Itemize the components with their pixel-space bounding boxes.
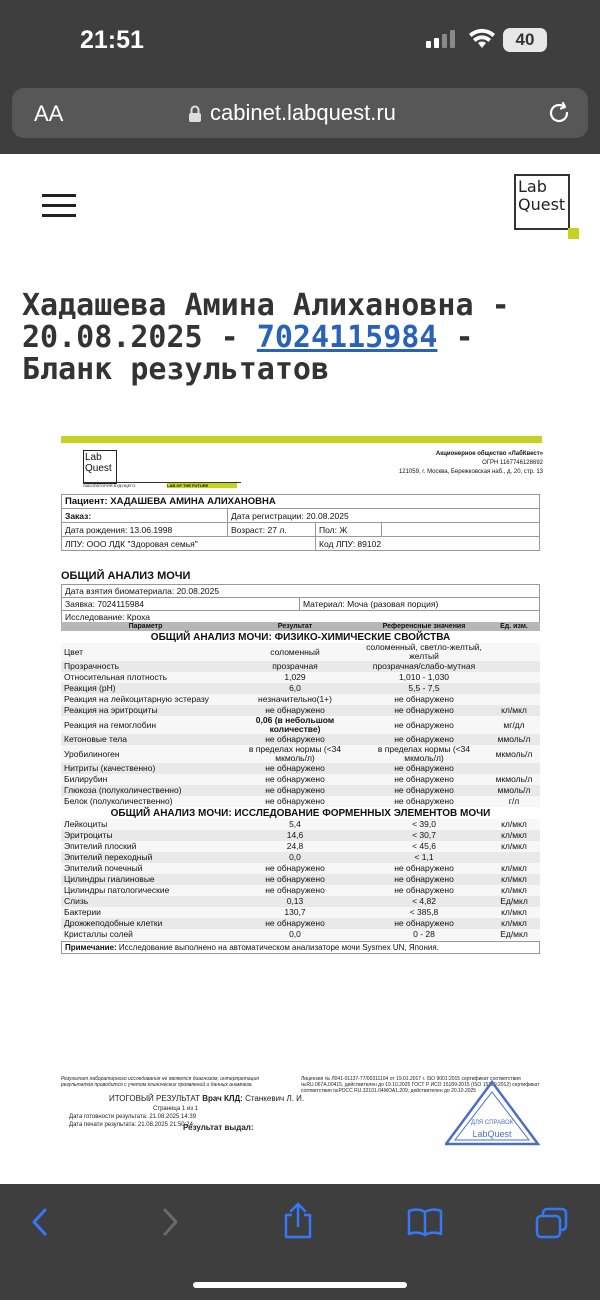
unit: Ед/мкл <box>488 896 540 907</box>
result-value: незначительно(1+) <box>230 694 360 705</box>
param-name: Цилиндры патологические <box>61 885 230 896</box>
reference-value: не обнаружено <box>360 874 488 885</box>
col-param: Параметр <box>61 622 230 631</box>
unit: кл/мкл <box>488 819 540 830</box>
param-name: Кристаллы солей <box>61 929 230 940</box>
param-name: Реакция (pH) <box>61 683 230 694</box>
result-value: 1,029 <box>230 672 360 683</box>
wifi-icon <box>468 28 496 50</box>
patient-name: Пациент: ХАДАШЕВА АМИНА АЛИХАНОВНА <box>62 495 540 509</box>
table-row <box>61 745 540 763</box>
unit: кл/мкл <box>488 830 540 841</box>
unit: мг/дл <box>488 716 540 734</box>
url-field[interactable] <box>12 88 588 138</box>
table-row <box>61 661 540 672</box>
table-row <box>61 774 540 785</box>
birth-date: Дата рождения: 13.06.1998 <box>62 523 228 537</box>
unit <box>488 643 540 661</box>
unit: кл/мкл <box>488 705 540 716</box>
final-result-label: ИТОГОВЫЙ РЕЗУЛЬТАТ <box>109 1094 200 1103</box>
param-name: Дрожжеподобные клетки <box>61 918 230 929</box>
doctor-name: Станкевич Л. И. <box>245 1094 305 1103</box>
result-value: прозрачная <box>230 661 360 672</box>
empty-cell <box>382 523 540 537</box>
table-row <box>61 841 540 852</box>
table-row <box>61 885 540 896</box>
forward-icon[interactable] <box>158 1206 182 1238</box>
note-label: Примечание: <box>65 943 117 952</box>
sample-date: Дата взятия биоматериала: 20.08.2025 <box>62 585 540 598</box>
note-text: Исследование выполнено на автоматическом анализаторе мочи Sysmex UN, Япония. <box>118 943 439 952</box>
back-icon[interactable] <box>28 1206 52 1238</box>
status-bar <box>0 0 600 82</box>
table-row <box>61 918 540 929</box>
param-name: Глюкоза (полуколичественно) <box>61 785 230 796</box>
unit <box>488 672 540 683</box>
table-row <box>61 907 540 918</box>
reference-value: не обнаружено <box>360 796 488 807</box>
unit: кл/мкл <box>488 874 540 885</box>
title-date: 20.08.2025 - <box>22 320 239 355</box>
stamp-icon <box>445 1080 540 1146</box>
web-page <box>0 154 600 1184</box>
report-dates <box>69 1113 196 1129</box>
result-value: не обнаружено <box>230 763 360 774</box>
reference-value: < 30,7 <box>360 830 488 841</box>
reference-value: не обнаружено <box>360 763 488 774</box>
unit: кл/мкл <box>488 863 540 874</box>
param-name: Лейкоциты <box>61 819 230 830</box>
reference-value: не обнаружено <box>360 716 488 734</box>
result-value: не обнаружено <box>230 918 360 929</box>
title-dash: - <box>455 320 474 355</box>
results-header <box>61 622 540 631</box>
reader-font-button[interactable]: AA <box>34 101 64 126</box>
license-info: Лицензия № Л041-01137-77/00311104 от 19.01.2017 г. ISO 9001:2015 сертификат соответствия №RU.067А.00415, действителен до 19.10.2025 ГОСТ Р ИСО 15189-2015 (ISO 15189:2012) сертификат соответствия №РОСС RU.32101.04ЖОА1.209, действителен до 20.10.2025 <box>301 1076 540 1094</box>
table-row <box>61 643 540 661</box>
unit: кл/мкл <box>488 907 540 918</box>
param-name: Кетоновые тела <box>61 734 230 745</box>
result-value: не обнаружено <box>230 785 360 796</box>
param-name: Билирубин <box>61 774 230 785</box>
unit <box>488 763 540 774</box>
reference-value: < 4,82 <box>360 896 488 907</box>
page-count: Страница 1 из 1 <box>153 1106 198 1112</box>
table-row <box>61 819 540 830</box>
result-value: не обнаружено <box>230 885 360 896</box>
result-value: 0,06 (в небольшом количестве) <box>230 716 360 734</box>
result-value: 0,0 <box>230 929 360 940</box>
param-name: Цвет <box>61 643 230 661</box>
logo-text-lab: Lab <box>518 177 547 196</box>
study-type: Исследование: Кроха <box>62 611 540 624</box>
param-name: Эпителий почечный <box>61 863 230 874</box>
param-name: Прозрачность <box>61 661 230 672</box>
reference-value: не обнаружено <box>360 774 488 785</box>
table-row <box>61 896 540 907</box>
section-title: ОБЩИЙ АНАЛИЗ МОЧИ: ФИЗИКО-ХИМИЧЕСКИЕ СВОЙСТВА <box>61 631 540 643</box>
col-result: Результат <box>230 622 360 631</box>
param-name: Реакция на гемоглобин <box>61 716 230 734</box>
reference-value: < 39,0 <box>360 819 488 830</box>
unit: Ед/мкл <box>488 929 540 940</box>
table-row <box>61 852 540 863</box>
unit <box>488 661 540 672</box>
reference-value: 1,010 - 1,030 <box>360 672 488 683</box>
tabs-icon[interactable] <box>534 1206 570 1240</box>
bottom-toolbar <box>0 1184 600 1300</box>
unit: кл/мкл <box>488 841 540 852</box>
reference-value: < 1,1 <box>360 852 488 863</box>
param-name: Эпителий плоский <box>61 841 230 852</box>
result-value: 130,7 <box>230 907 360 918</box>
lpu: ЛПУ: ООО ЛДК "Здоровая семья" <box>62 537 316 551</box>
report-logo <box>83 450 117 484</box>
report-footer <box>61 1076 542 1146</box>
table-row <box>61 785 540 796</box>
report-green-bar <box>61 436 542 443</box>
result-value: не обнаружено <box>230 734 360 745</box>
reference-value: не обнаружено <box>360 885 488 896</box>
unit: кл/мкл <box>488 918 540 929</box>
company-name: Акционерное общество «ЛабКвест» <box>435 451 543 457</box>
unit <box>488 852 540 863</box>
reference-value: не обнаружено <box>360 785 488 796</box>
lock-icon <box>188 105 202 123</box>
section-title: ОБЩИЙ АНАЛИЗ МОЧИ: ИССЛЕДОВАНИЕ ФОРМЕННЫХ ЭЛЕМЕНТОВ МОЧИ <box>61 807 540 819</box>
title-suffix: Бланк результатов <box>22 352 330 387</box>
result-value: 6,0 <box>230 683 360 694</box>
param-name: Относительная плотность <box>61 672 230 683</box>
logo-box <box>514 174 570 230</box>
param-name: Эпителий переходный <box>61 852 230 863</box>
age: Возраст: 27 л. <box>228 523 316 537</box>
table-row <box>61 863 540 874</box>
final-result-line <box>109 1094 304 1103</box>
param-name: Слизь <box>61 896 230 907</box>
doctor-label: Врач КЛД: <box>202 1094 243 1103</box>
reference-value: < 45,6 <box>360 841 488 852</box>
table-row <box>61 763 540 774</box>
col-unit: Ед. изм. <box>488 622 540 631</box>
table-row <box>61 716 540 734</box>
request-number: Заявка: 7024115984 <box>62 598 300 611</box>
menu-icon[interactable] <box>42 194 76 216</box>
results-table <box>61 622 540 940</box>
sex: Пол: Ж <box>316 523 382 537</box>
home-indicator[interactable] <box>193 1282 407 1288</box>
battery-icon: 40 <box>503 28 547 52</box>
reference-value: не обнаружено <box>360 705 488 716</box>
unit: мкмоль/л <box>488 745 540 763</box>
stamp-text: ДЛЯ СПРАВОК <box>470 1120 514 1126</box>
result-value: не обнаружено <box>230 705 360 716</box>
lpu-code: Код ЛПУ: 89102 <box>316 537 540 551</box>
param-name: Белок (полуколичественно) <box>61 796 230 807</box>
param-name: Уробилиноген <box>61 745 230 763</box>
lab-report-document <box>61 436 542 1146</box>
table-row <box>61 683 540 694</box>
share-icon[interactable] <box>282 1202 314 1240</box>
param-name: Реакция на лейкоцитарную эстеразу <box>61 694 230 705</box>
table-row <box>61 672 540 683</box>
cellular-signal-icon <box>426 30 455 48</box>
table-row <box>61 796 540 807</box>
param-name: Нитриты (качественно) <box>61 763 230 774</box>
table-row <box>61 929 540 940</box>
reference-value: не обнаружено <box>360 694 488 705</box>
unit: ммоль/л <box>488 785 540 796</box>
unit <box>488 694 540 705</box>
title-line-2 <box>22 322 582 354</box>
url-text[interactable]: cabinet.labquest.ru <box>210 100 396 125</box>
table-row <box>61 830 540 841</box>
tagline-text: ЛАБОРАТОРИЯ БУДУЩЕГО <box>83 483 136 488</box>
param-name: Бактерии <box>61 907 230 918</box>
param-name: Цилиндры гиалиновые <box>61 874 230 885</box>
result-value: 14,6 <box>230 830 360 841</box>
patient-info-table <box>61 494 540 551</box>
section-header <box>61 807 540 819</box>
unit: ммоль/л <box>488 734 540 745</box>
company-info <box>321 450 543 477</box>
reference-value: не обнаружено <box>360 863 488 874</box>
report-note <box>61 941 540 954</box>
order-link[interactable]: 7024115984 <box>256 320 438 355</box>
disclaimer: Результат лабораторного исследования не является диагнозом, интерпретация результатов проводится с учетом клинических проявлений и данных анамнеза. <box>61 1076 259 1088</box>
issued-by-label: Результат выдал: <box>183 1123 254 1132</box>
logo-accent <box>568 228 579 239</box>
result-value: в пределах нормы (<34 мкмоль/л) <box>230 745 360 763</box>
clock: 21:51 <box>80 26 144 54</box>
page-title <box>22 290 582 386</box>
result-value: 24,8 <box>230 841 360 852</box>
col-ref: Референсные значения <box>360 622 488 631</box>
bookmarks-icon[interactable] <box>406 1206 444 1238</box>
company-address: 121059, г. Москва, Бережковская наб., д. 20, стр. 13 <box>398 469 543 475</box>
report-tagline <box>83 482 241 487</box>
tagline-green-text: LAB OF THE FUTURE <box>167 483 237 488</box>
result-value: 5,4 <box>230 819 360 830</box>
reload-icon[interactable] <box>546 100 572 126</box>
unit: г/л <box>488 796 540 807</box>
reference-value: в пределах нормы (<34 мкмоль/л) <box>360 745 488 763</box>
reference-value: 0 - 28 <box>360 929 488 940</box>
result-value: не обнаружено <box>230 774 360 785</box>
report-logo-quest: Quest <box>85 463 112 474</box>
result-value: не обнаружено <box>230 874 360 885</box>
reference-value: 5,5 - 7,5 <box>360 683 488 694</box>
analysis-title: ОБЩИЙ АНАЛИЗ МОЧИ <box>61 570 191 582</box>
param-name: Эритроциты <box>61 830 230 841</box>
unit <box>488 683 540 694</box>
address-bar <box>0 82 600 154</box>
reference-value: < 385,8 <box>360 907 488 918</box>
print-date: Дата печати результата: 21.08.2025 21:50:24 <box>69 1122 193 1128</box>
reference-value: прозрачная/слабо-мутная <box>360 661 488 672</box>
site-logo[interactable] <box>514 174 570 240</box>
result-value: 0,13 <box>230 896 360 907</box>
unit: кл/мкл <box>488 885 540 896</box>
ready-date: Дата готовности результата: 21.08.2025 14:39 <box>69 1114 197 1120</box>
reference-value: не обнаружено <box>360 734 488 745</box>
title-patient-name: Хадашева Амина Алихановна - <box>22 288 510 323</box>
table-row <box>61 694 540 705</box>
result-value: не обнаружено <box>230 796 360 807</box>
company-ogrn: ОГРН 1167746128692 <box>482 460 543 466</box>
result-value: соломенный <box>230 643 360 661</box>
stamp-brand: LabQuest <box>472 1129 512 1139</box>
report-logo-lab: Lab <box>85 452 102 463</box>
reference-value: соломенный, светло-желтый, желтый <box>360 643 488 661</box>
sample-info-table <box>61 584 540 624</box>
table-row <box>61 874 540 885</box>
result-value: 0,0 <box>230 852 360 863</box>
result-value: не обнаружено <box>230 863 360 874</box>
registration-date: Дата регистрации: 20.08.2025 <box>228 509 540 523</box>
reference-value: не обнаружено <box>360 918 488 929</box>
logo-text-quest: Quest <box>518 195 566 214</box>
unit: мкмоль/л <box>488 774 540 785</box>
material: Материал: Моча (разовая порция) <box>300 598 540 611</box>
param-name: Реакция на эритроциты <box>61 705 230 716</box>
order-label: Заказ: <box>62 509 228 523</box>
